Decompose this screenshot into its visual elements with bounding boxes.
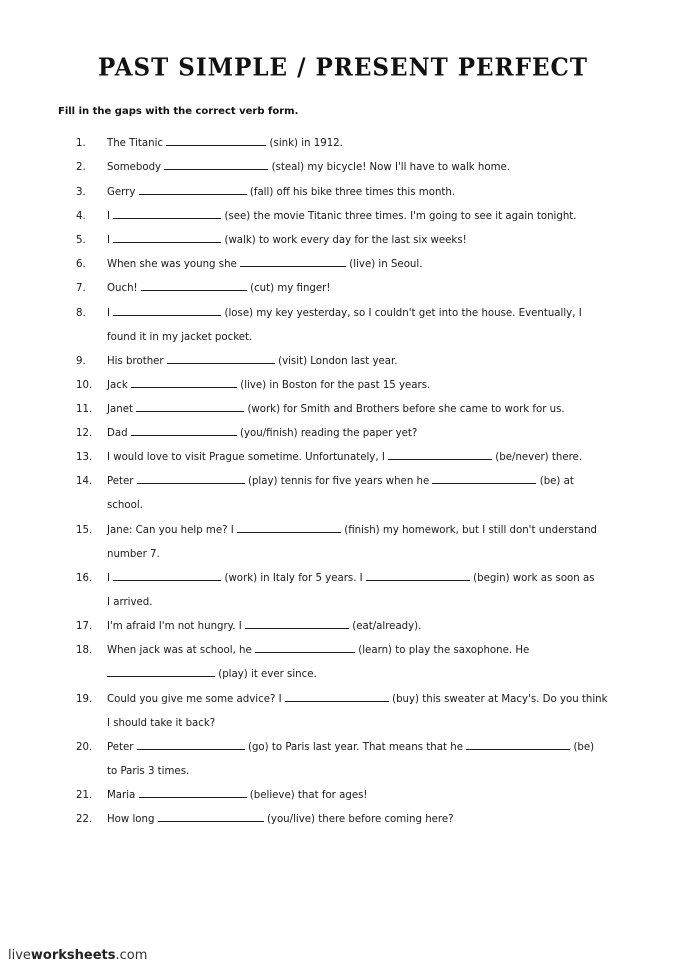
- answer-blank[interactable]: [166, 135, 266, 146]
- item-number: 11.: [76, 404, 93, 415]
- item-text: Dad: [107, 428, 131, 439]
- item-text: (cut) my finger!: [246, 283, 331, 294]
- item-text: How long: [107, 814, 158, 825]
- item-text: Maria: [107, 790, 139, 801]
- item-sentence: [107, 205, 577, 229]
- item-sentence: [107, 132, 343, 156]
- item-text: (work) for Smith and Brothers before she came to work for us.: [244, 404, 565, 415]
- item-sentence: [107, 398, 565, 422]
- item-sentence: [107, 567, 595, 591]
- item-text: I should take it back?: [107, 718, 216, 730]
- answer-blank[interactable]: [388, 449, 492, 460]
- answer-blank[interactable]: [285, 691, 389, 702]
- item-number: 21.: [76, 790, 93, 801]
- answer-blank[interactable]: [113, 305, 221, 316]
- item-text: I: [107, 235, 114, 246]
- item-sentence-continued: [107, 712, 215, 736]
- item-text: (visit) London last year.: [274, 356, 398, 367]
- item-text: I: [107, 211, 114, 222]
- instructions: Fill in the gaps with the correct verb form.: [58, 106, 299, 117]
- item-sentence-continued: [107, 591, 153, 615]
- item-sentence: [107, 229, 467, 253]
- item-text: to Paris 3 times.: [107, 766, 190, 778]
- item-sentence-continued: [107, 494, 143, 518]
- item-text: I arrived.: [107, 597, 153, 609]
- item-text: (eat/already).: [348, 621, 422, 632]
- item-text: (see) the movie Titanic three times. I'm going to see it again tonight.: [221, 211, 577, 222]
- item-number: 5.: [76, 235, 86, 246]
- item-text: Peter: [107, 476, 137, 487]
- item-number: 6.: [76, 259, 86, 270]
- item-sentence: [107, 302, 582, 326]
- worksheet-title: PAST SIMPLE / PRESENT PERFECT: [98, 53, 588, 82]
- answer-blank[interactable]: [139, 787, 247, 798]
- answer-blank[interactable]: [131, 377, 237, 388]
- item-sentence-continued: [107, 543, 160, 567]
- item-text: (live) in Seoul.: [346, 259, 423, 270]
- item-text: (believe) that for ages!: [246, 790, 368, 801]
- item-text: (learn) to play the saxophone. He: [355, 645, 530, 656]
- item-text: Ouch!: [107, 283, 141, 294]
- item-text: (you/live) there before coming here?: [263, 814, 454, 825]
- item-text: number 7.: [107, 549, 160, 561]
- item-number: 3.: [76, 187, 86, 198]
- item-text: (be) at: [536, 476, 574, 487]
- item-text: I: [107, 573, 114, 584]
- answer-blank[interactable]: [131, 425, 237, 436]
- item-text: When jack was at school, he: [107, 645, 256, 656]
- item-sentence: [107, 253, 422, 277]
- brand-tail: .com: [115, 948, 148, 963]
- answer-blank[interactable]: [113, 570, 221, 581]
- brand-worksheets: worksheets: [30, 948, 116, 963]
- answer-blank[interactable]: [107, 666, 215, 677]
- item-number: 2.: [76, 162, 86, 173]
- answer-blank[interactable]: [366, 570, 470, 581]
- item-number: 13.: [76, 452, 93, 463]
- item-text: Peter: [107, 742, 137, 753]
- answer-blank[interactable]: [136, 401, 244, 412]
- answer-blank[interactable]: [245, 618, 349, 629]
- item-sentence-continued: [107, 760, 189, 784]
- item-number: 10.: [76, 380, 93, 391]
- item-number: 22.: [76, 814, 93, 825]
- item-text: I: [107, 308, 114, 319]
- item-sentence: [107, 350, 398, 374]
- item-text: Somebody: [107, 162, 165, 173]
- item-sentence-continued: [107, 326, 252, 350]
- item-text: (you/finish) reading the paper yet?: [236, 428, 418, 439]
- answer-blank[interactable]: [137, 473, 245, 484]
- item-text: (work) in Italy for 5 years. I: [221, 573, 366, 584]
- item-sentence: [107, 784, 367, 808]
- item-sentence: [107, 519, 597, 543]
- item-text: I'm afraid I'm not hungry. I: [107, 621, 245, 632]
- item-text: Janet: [107, 404, 137, 415]
- item-text: (live) in Boston for the past 15 years.: [237, 380, 431, 391]
- answer-blank[interactable]: [113, 208, 221, 219]
- item-text: (steal) my bicycle! Now I'll have to walk home.: [268, 162, 511, 173]
- item-number: 15.: [76, 525, 93, 536]
- answer-blank[interactable]: [113, 232, 221, 243]
- item-sentence: [107, 639, 529, 663]
- answer-blank[interactable]: [139, 184, 247, 195]
- item-text: (walk) to work every day for the last six weeks!: [221, 235, 467, 246]
- item-number: 14.: [76, 476, 93, 487]
- item-text: (play) tennis for five years when he: [244, 476, 433, 487]
- item-sentence: [107, 688, 608, 712]
- footer-logo[interactable]: [8, 948, 147, 963]
- item-text: (begin) work as soon as: [469, 573, 595, 584]
- item-number: 9.: [76, 356, 86, 367]
- item-text: Could you give me some advice? I: [107, 694, 285, 705]
- answer-blank[interactable]: [137, 739, 245, 750]
- item-text: found it in my jacket pocket.: [107, 332, 253, 344]
- item-number: 18.: [76, 645, 93, 656]
- item-sentence: [107, 422, 417, 446]
- item-text: (go) to Paris last year. That means that he: [244, 742, 467, 753]
- answer-blank[interactable]: [466, 739, 570, 750]
- answer-blank[interactable]: [167, 353, 275, 364]
- item-text: school.: [107, 500, 143, 512]
- item-text: (buy) this sweater at Macy's. Do you think: [388, 694, 608, 705]
- answer-blank[interactable]: [141, 280, 247, 291]
- item-sentence: [107, 277, 330, 301]
- item-number: 16.: [76, 573, 93, 584]
- item-text: When she was young she: [107, 259, 241, 270]
- item-sentence: [107, 374, 430, 398]
- item-text: I would love to visit Prague sometime. Unfortunately, I: [107, 452, 389, 463]
- brand-live: live: [8, 948, 31, 963]
- item-text: His brother: [107, 356, 167, 367]
- answer-blank[interactable]: [164, 159, 268, 170]
- item-text: (be): [570, 742, 595, 753]
- answer-blank[interactable]: [240, 256, 346, 267]
- answer-blank[interactable]: [158, 811, 264, 822]
- answer-blank[interactable]: [432, 473, 536, 484]
- item-number: 20.: [76, 742, 93, 753]
- item-number: 17.: [76, 621, 93, 632]
- item-sentence: [107, 446, 582, 470]
- answer-blank[interactable]: [237, 522, 341, 533]
- item-number: 1.: [76, 138, 86, 149]
- item-text: Jack: [107, 380, 131, 391]
- item-sentence: [107, 615, 421, 639]
- answer-blank[interactable]: [255, 642, 355, 653]
- item-text: (be/never) there.: [492, 452, 583, 463]
- item-sentence: [107, 470, 574, 494]
- item-text: (sink) in 1912.: [266, 138, 343, 149]
- item-number: 7.: [76, 283, 86, 294]
- item-sentence: [107, 156, 510, 180]
- item-text: (fall) off his bike three times this month.: [246, 187, 456, 198]
- item-text: The Titanic: [107, 138, 167, 149]
- item-sentence: [107, 808, 454, 832]
- item-number: 4.: [76, 211, 86, 222]
- item-text: Gerry: [107, 187, 139, 198]
- item-sentence: [107, 736, 594, 760]
- item-sentence: [107, 181, 455, 205]
- item-number: 12.: [76, 428, 93, 439]
- item-number: 8.: [76, 308, 86, 319]
- item-text: (play) it ever since.: [215, 669, 317, 681]
- item-text: (lose) my key yesterday, so I couldn't get into the house. Eventually, I: [221, 308, 582, 319]
- item-text: Jane: Can you help me? I: [107, 525, 237, 536]
- item-text: (finish) my homework, but I still don't understand: [341, 525, 598, 536]
- item-sentence-continued: [107, 663, 317, 687]
- item-number: 19.: [76, 694, 93, 705]
